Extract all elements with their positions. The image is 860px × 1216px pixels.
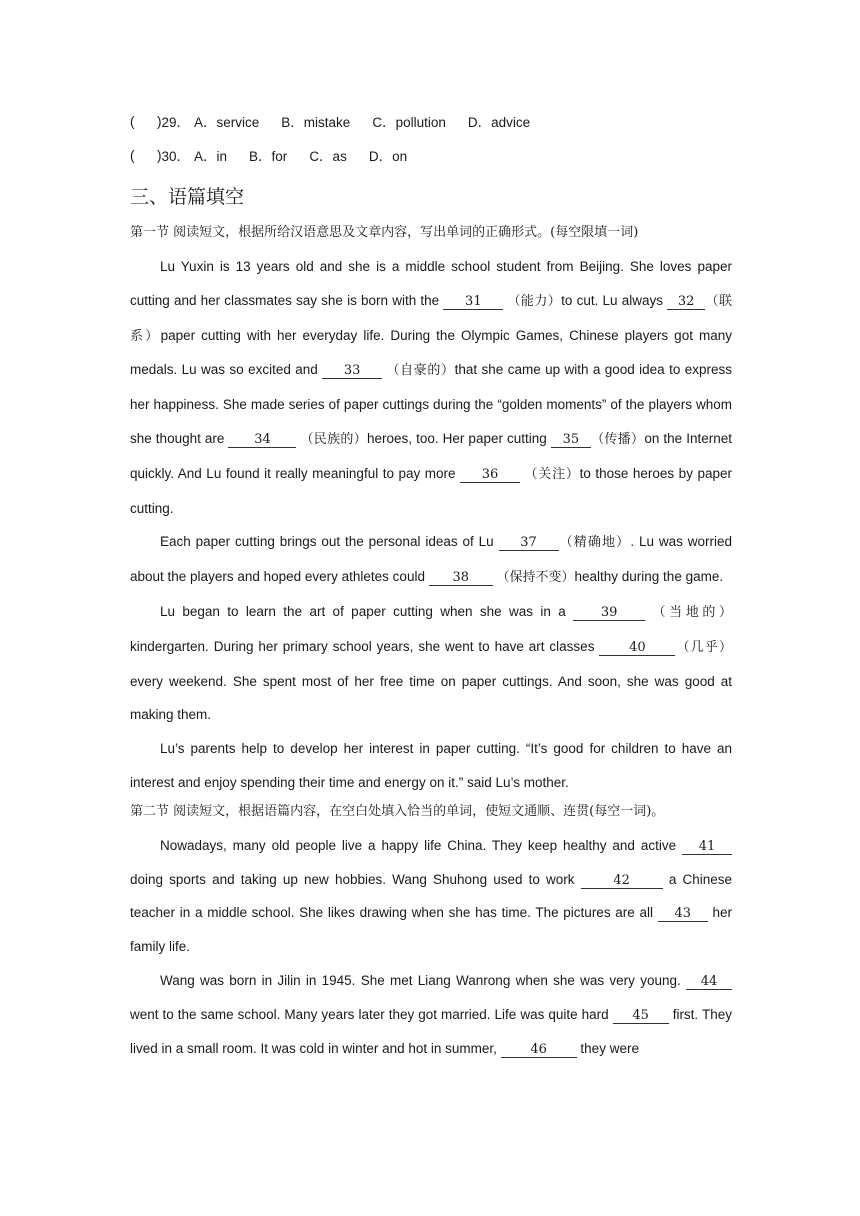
option-b: B．for [249, 149, 288, 164]
hint-37: （精确地） [558, 535, 631, 551]
hint-32: （联系） [130, 293, 732, 344]
answer-paren: ( ) [130, 147, 162, 163]
part1-paragraph-4 [130, 732, 732, 800]
blank-46[interactable]: 46 [501, 1042, 577, 1058]
blank-36[interactable]: 36 [460, 467, 520, 483]
hint-39: （当地的） [652, 604, 732, 620]
blank-44[interactable]: 44 [686, 974, 732, 990]
blank-42[interactable]: 42 [581, 873, 663, 889]
section-title: 三、语篇填空 [130, 185, 245, 208]
option-b: B．mistake [281, 115, 351, 130]
blank-39[interactable]: 39 [573, 605, 645, 621]
blank-35[interactable]: 35 [551, 432, 591, 448]
option-d: D．on [368, 149, 408, 164]
text: first. They lived in a small room. It was cold in winter and hot in summer, [130, 1006, 732, 1056]
text: doing sports and taking up new hobbies. Wang Shuhong used to work [130, 871, 581, 887]
option-a: A．in [194, 149, 228, 164]
option-c: C．as [309, 149, 347, 164]
document-content [130, 104, 732, 1065]
blank-32[interactable]: 32 [667, 294, 705, 310]
text: . Lu was worried about the players and hoped every athletes could [130, 534, 732, 585]
text: healthy during the game. [574, 569, 724, 585]
text: kindergarten. During her primary school years, she went to have art classes [130, 638, 600, 654]
blank-37[interactable]: 37 [499, 535, 559, 551]
part2-paragraph-1 [130, 829, 732, 964]
text: Lu Yuxin is 13 years old and she is a middle school student from Beijing. She loves paper cutting and her classmates say she is born with the [130, 259, 732, 308]
hint-33: （自豪的） [386, 363, 455, 379]
blank-40[interactable]: 40 [599, 640, 675, 656]
hint-38: （保持不变） [496, 570, 575, 586]
text: they were [580, 1040, 639, 1056]
blank-31[interactable]: 31 [443, 294, 503, 310]
blank-33[interactable]: 33 [322, 363, 382, 379]
text: Nowadays, many old people live a happy life China. They keep healthy and active [160, 837, 682, 853]
blank-34[interactable]: 34 [228, 432, 296, 448]
option-d: D．advice [467, 115, 531, 130]
part1-instruction: 第一节 阅读短文，根据所给汉语意思及文章内容，写出单词的正确形式。(每空限填一词) [130, 225, 639, 240]
hint-36: （关注） [524, 466, 580, 482]
blank-43[interactable]: 43 [658, 906, 708, 922]
text: Each paper cutting brings out the personal ideas of Lu [160, 534, 499, 550]
option-a: A．service [194, 115, 260, 130]
text: Wang was born in Jilin in 1945. She met Liang Wanrong when she was very young. [160, 972, 686, 988]
text: her family life. [130, 905, 732, 955]
text: went to the same school. Many years later they got married. Life was quite hard [130, 1006, 613, 1022]
part1-paragraph-2 [130, 525, 732, 595]
text: Lu began to learn the art of paper cutting when she was in a [160, 603, 574, 619]
hint-34: （民族的） [300, 431, 367, 447]
text: to those heroes by paper cutting. [130, 465, 732, 516]
question-number: 29． [161, 115, 191, 130]
part1-paragraph-1 [130, 250, 732, 525]
text: to cut. Lu always [561, 292, 668, 308]
answer-paren: ( ) [130, 113, 162, 129]
question-30 [130, 138, 732, 172]
part1-paragraph-3 [130, 595, 732, 732]
text: every weekend. She spent most of her free time on paper cuttings. And soon, she was good at making them. [130, 673, 732, 723]
option-c: C．pollution [372, 115, 446, 130]
text: on the Internet quickly. And Lu found it really meaningful to pay more [130, 430, 732, 481]
text: heroes, too. Her paper cutting [367, 430, 551, 446]
text: that she came up with a good idea to express her happiness. She made series of paper cuttings during the “golden moments” of the players whom she thought are [130, 362, 732, 446]
text: paper cutting with her everyday life. During the Olympic Games, Chinese players got many medals. Lu was so excited and [130, 327, 732, 378]
question-number: 30． [161, 149, 191, 164]
blank-41[interactable]: 41 [682, 839, 732, 855]
text: a Chinese teacher in a middle school. She likes drawing when she has time. The pictures are all [130, 871, 732, 921]
question-29 [130, 104, 732, 138]
hint-31: （能力） [507, 293, 562, 309]
hint-40: （几乎） [675, 639, 732, 655]
part2-instruction: 第二节 阅读短文，根据语篇内容，在空白处填入恰当的单词，使短文通顺、连贯(每空一词)。 [130, 803, 665, 819]
part2-paragraph-2 [130, 964, 732, 1065]
blank-38[interactable]: 38 [429, 570, 493, 586]
text: Lu’s parents help to develop her interest in paper cutting. “It’s good for children to have an interest and enjoy spending their time and energy on it.” said Lu’s mother. [130, 741, 732, 790]
blank-45[interactable]: 45 [613, 1008, 669, 1024]
hint-35: （传播） [590, 431, 645, 447]
